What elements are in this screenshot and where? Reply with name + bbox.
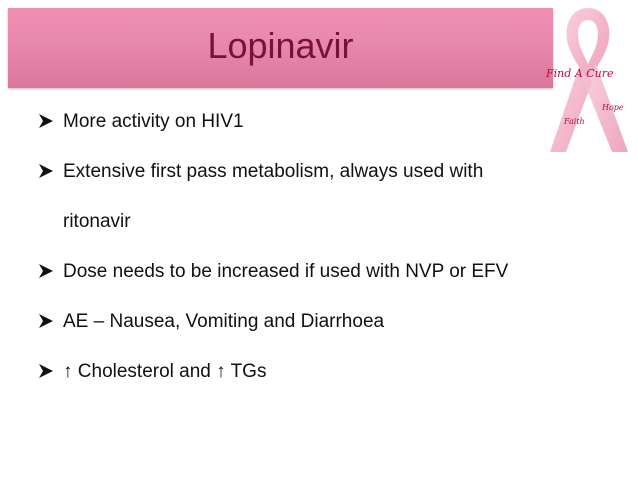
bullet-item <box>37 310 597 334</box>
arrow-bullet-icon <box>37 312 55 330</box>
bullet-text: Dose needs to be increased if used with NVP or EFV <box>63 261 509 282</box>
bullet-item <box>37 260 597 284</box>
bullet-item <box>37 360 597 384</box>
arrow-bullet-icon <box>37 162 55 180</box>
bullet-continuation: ritonavir <box>63 211 131 232</box>
bullet-text: ↑ Cholesterol and ↑ TGs <box>63 361 267 382</box>
bullet-text: More activity on HIV1 <box>63 111 244 132</box>
arrow-bullet-icon <box>37 362 55 380</box>
title-bar <box>8 8 553 88</box>
bullet-item <box>37 110 597 134</box>
bullet-text: Extensive first pass metabolism, always used with <box>63 161 484 182</box>
ribbon-text-faith: Faith <box>564 117 585 126</box>
arrow-bullet-icon <box>37 112 55 130</box>
bullet-text: AE – Nausea, Vomiting and Diarrhoea <box>63 311 385 332</box>
slide-title: Lopinavir <box>207 25 354 66</box>
bullet-list <box>37 110 597 410</box>
arrow-bullet-icon <box>37 262 55 280</box>
ribbon-text-hope: Hope <box>602 103 624 112</box>
ribbon-text-find-a-cure: Find A Cure <box>546 67 614 80</box>
bullet-item <box>37 160 597 234</box>
